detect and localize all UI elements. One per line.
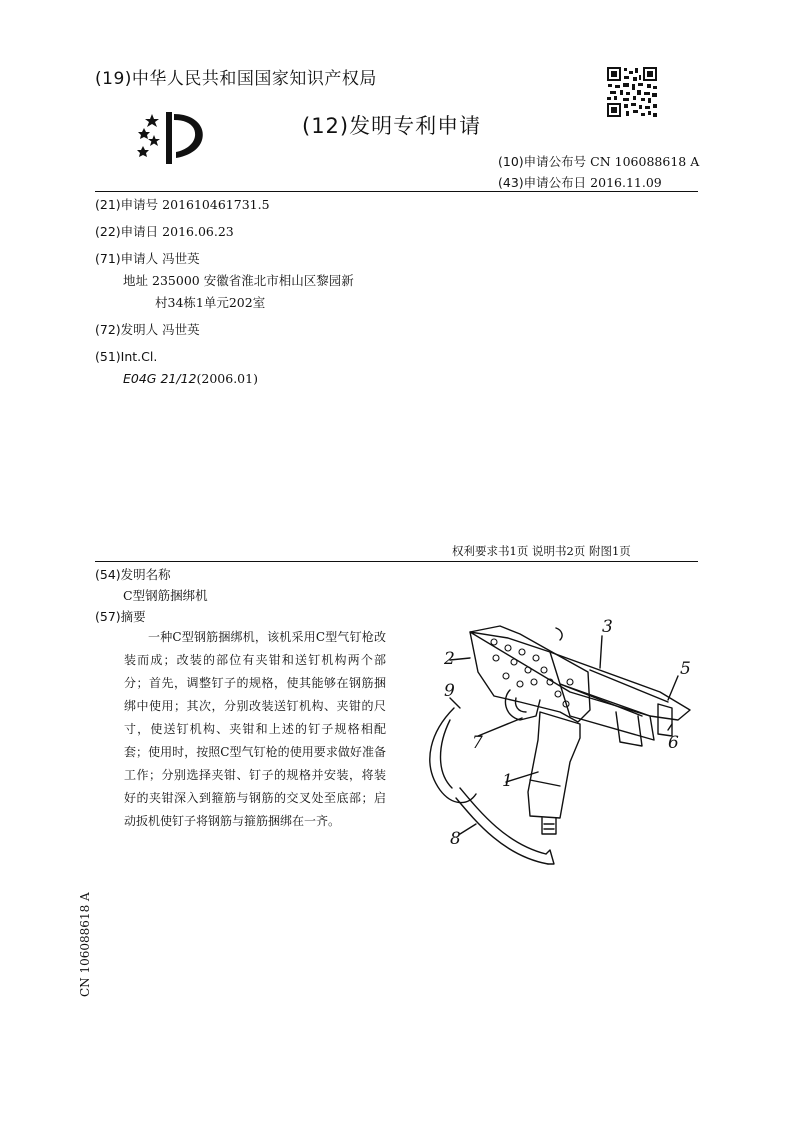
application-number bbox=[95, 196, 270, 214]
figure-label-6: 6 bbox=[668, 733, 679, 753]
figure-label-9: 9 bbox=[444, 681, 455, 701]
invention-title: C型钢筋捆绑机 bbox=[123, 588, 208, 603]
publication-date-label: (43)申请公布日 bbox=[498, 175, 587, 190]
address-line-2: 村34栋1单元202室 bbox=[155, 295, 266, 310]
header-divider bbox=[95, 191, 698, 192]
document-type-title: (12)发明专利申请 bbox=[302, 114, 482, 138]
applicant bbox=[95, 250, 200, 268]
application-date bbox=[95, 223, 234, 241]
patent-office-title: (19)中华人民共和国国家知识产权局 bbox=[95, 69, 377, 89]
side-publication-number bbox=[70, 890, 100, 1000]
figure-label-8: 8 bbox=[450, 829, 461, 849]
patent-drawing bbox=[410, 612, 710, 872]
publication-number-label: (10)申请公布号 bbox=[498, 154, 587, 169]
ipc-version: (2006.01) bbox=[196, 371, 258, 386]
application-date-value: 2016.06.23 bbox=[162, 224, 234, 239]
invention-title-label: (54)发明名称 bbox=[95, 567, 171, 582]
publication-date-value: 2016.11.09 bbox=[590, 175, 662, 190]
application-number-label: (21)申请号 bbox=[95, 197, 159, 212]
address-label: 地址 bbox=[123, 273, 149, 288]
abstract-text: 一种C型钢筋捆绑机，该机采用C型气钉枪改装而成；改装的部位有夹钳和送钉机构两个部分；首先，调整钉子的规格，使其能够在钢筋捆绑中使用；其次，分别改装送钉机构、夹钳的尺寸，使送钉机构、夹钳和上述的钉子规格相配套；使用时，按照C型气钉枪的使用要求做好准备工作；分别选择夹钳、钉子的规格并安装，将装好的夹钳深入到箍筋与钢筋的交叉处至底部；启动扳机使钉子将钢筋与箍筋捆绑在一齐。 bbox=[124, 630, 386, 828]
cnipa-logo bbox=[132, 108, 214, 170]
publication-number bbox=[498, 152, 699, 170]
inventor-label: (72)发明人 bbox=[95, 322, 159, 337]
ipc-label: (51)Int.Cl. bbox=[95, 349, 158, 364]
ipc-code: E04G 21/12 bbox=[123, 371, 197, 386]
publication-number-value: CN 106088618 A bbox=[590, 154, 700, 169]
inventor-value: 冯世英 bbox=[162, 322, 200, 337]
figure-label-7: 7 bbox=[472, 733, 483, 753]
applicant-label: (71)申请人 bbox=[95, 251, 159, 266]
inventor bbox=[95, 321, 200, 339]
address bbox=[123, 272, 354, 290]
ipc-classification bbox=[123, 370, 258, 388]
abstract-label: (57)摘要 bbox=[95, 609, 146, 624]
side-publication-number-text: CN 106088618 A bbox=[78, 892, 92, 997]
figure-label-3: 3 bbox=[602, 617, 613, 637]
publication-date bbox=[498, 173, 662, 191]
application-date-label: (22)申请日 bbox=[95, 224, 159, 239]
figure-label-1: 1 bbox=[502, 771, 513, 791]
figure-label-5: 5 bbox=[680, 659, 691, 679]
application-number-value: 201610461731.5 bbox=[162, 197, 270, 212]
applicant-value: 冯世英 bbox=[162, 251, 200, 266]
qr-code-icon bbox=[606, 66, 658, 118]
figure-label-2: 2 bbox=[444, 649, 455, 669]
abstract-divider bbox=[95, 561, 698, 562]
page-count-summary: 权利要求书1页 说明书2页 附图1页 bbox=[452, 544, 631, 558]
address-line-1: 235000 安徽省淮北市相山区黎园新 bbox=[152, 273, 354, 288]
